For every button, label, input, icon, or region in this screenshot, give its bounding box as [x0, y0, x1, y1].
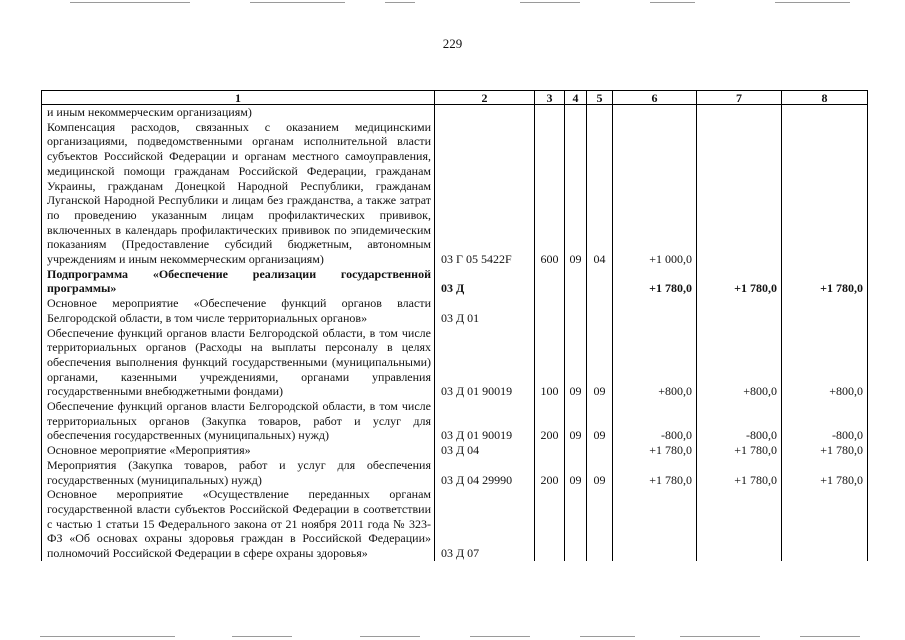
row-col-3	[535, 267, 565, 296]
row-col-6: +1 780,0	[613, 458, 697, 487]
row-col-8: +1 780,0	[782, 267, 868, 296]
row-code: 03 Д 04	[435, 443, 535, 458]
row-col-5: 04	[587, 120, 613, 267]
row-col-8	[782, 296, 868, 325]
column-header-3: 3	[535, 91, 565, 105]
row-col-3	[535, 296, 565, 325]
scan-edge-top	[650, 2, 695, 3]
row-col-8: -800,0	[782, 399, 868, 443]
row-name: Основное мероприятие «Осуществление переданных органам государственной власти субъектов Российской Федерации в соответствии с частью 1 статьи 15 Федерального закона от 21 ноября 2011 года № 323-ФЗ «Об основах охраны здоровья граждан в Российской Федерации» полномочий Российской Федерации в сфере охраны здоровья»	[42, 487, 435, 561]
scan-edge-bottom	[470, 636, 530, 637]
row-col-4	[565, 105, 587, 120]
column-header-1: 1	[42, 91, 435, 105]
row-col-5	[587, 443, 613, 458]
row-name: Мероприятия (Закупка товаров, работ и услуг для обеспечения государственных (муниципальных) нужд)	[42, 458, 435, 487]
row-col-3: 200	[535, 458, 565, 487]
row-code: 03 Д	[435, 267, 535, 296]
row-col-6	[613, 296, 697, 325]
row-col-7	[697, 105, 782, 120]
row-col-3	[535, 105, 565, 120]
scan-edge-bottom	[580, 636, 635, 637]
row-col-7	[697, 487, 782, 561]
table-row	[42, 487, 868, 561]
row-name: Обеспечение функций органов власти Белгородской области, в том числе территориальных органов (Расходы на выплаты персоналу в целях обеспечения выполнения функций государственными (муниципальными) органами, казенными учреждениями, органами управления государственными внебюджетными фондами)	[42, 326, 435, 400]
table-row	[42, 296, 868, 325]
row-col-8	[782, 120, 868, 267]
page-number: 229	[442, 36, 463, 51]
scan-edge-top	[70, 2, 190, 3]
table-row	[42, 399, 868, 443]
row-col-6: +1 780,0	[613, 443, 697, 458]
row-col-6: -800,0	[613, 399, 697, 443]
row-col-6: +800,0	[613, 326, 697, 400]
row-col-8	[782, 487, 868, 561]
row-col-4	[565, 296, 587, 325]
row-col-4	[565, 267, 587, 296]
row-col-4: 09	[565, 120, 587, 267]
row-code: 03 Г 05 5422F	[435, 120, 535, 267]
column-header-2: 2	[435, 91, 535, 105]
row-col-8: +1 780,0	[782, 458, 868, 487]
table-row	[42, 443, 868, 458]
scan-edge-bottom	[40, 636, 175, 637]
table-row	[42, 326, 868, 400]
row-col-5	[587, 296, 613, 325]
column-header-7: 7	[697, 91, 782, 105]
row-col-4	[565, 487, 587, 561]
row-col-7: +800,0	[697, 326, 782, 400]
row-col-4: 09	[565, 458, 587, 487]
column-header-6: 6	[613, 91, 697, 105]
scan-edge-bottom	[360, 636, 420, 637]
row-code: 03 Д 01 90019	[435, 399, 535, 443]
row-col-7: +1 780,0	[697, 267, 782, 296]
row-name: Компенсация расходов, связанных с оказанием медицинскими организациями, подведомственными органам исполнительной власти субъектов Российской Федерации и органам местного самоуправления, медицинской помощи гражданам Российской Федерации, гражданам Украины, гражданам Донецкой Народной Республики, гражданам Луганской Народной Республики и лицам без гражданства, а также затрат по проведению указанным лицам профилактических прививок, включенных в календарь профилактических прививок по эпидемическим показаниям (Предоставление субсидий бюджетным, автономным учреждениям и иным некоммерческим организациям)	[42, 120, 435, 267]
row-col-4	[565, 443, 587, 458]
header-row	[42, 91, 868, 105]
row-col-7: +1 780,0	[697, 443, 782, 458]
column-header-4: 4	[565, 91, 587, 105]
row-col-8: +800,0	[782, 326, 868, 400]
column-header-8: 8	[782, 91, 868, 105]
table-row	[42, 105, 868, 120]
row-name: Основное мероприятие «Мероприятия»	[42, 443, 435, 458]
row-col-3: 100	[535, 326, 565, 400]
row-col-6: +1 780,0	[613, 267, 697, 296]
row-col-5: 09	[587, 458, 613, 487]
table-row-subprogram	[42, 267, 868, 296]
row-col-3: 200	[535, 399, 565, 443]
row-col-6	[613, 487, 697, 561]
scan-edge-bottom	[232, 636, 292, 637]
row-col-3	[535, 487, 565, 561]
row-col-8: +1 780,0	[782, 443, 868, 458]
row-name: Основное мероприятие «Обеспечение функций органов власти Белгородской области, в том числе территориальных органов»	[42, 296, 435, 325]
row-col-5	[587, 487, 613, 561]
scan-edge-bottom	[800, 636, 860, 637]
row-col-3: 600	[535, 120, 565, 267]
budget-table	[41, 90, 868, 561]
row-col-4: 09	[565, 326, 587, 400]
row-name: и иным некоммерческим организациям)	[42, 105, 435, 120]
row-col-6	[613, 105, 697, 120]
column-header-5: 5	[587, 91, 613, 105]
row-code	[435, 105, 535, 120]
row-col-7	[697, 296, 782, 325]
row-col-8	[782, 105, 868, 120]
row-col-6: +1 000,0	[613, 120, 697, 267]
row-col-5: 09	[587, 326, 613, 400]
row-col-5	[587, 105, 613, 120]
row-code: 03 Д 01	[435, 296, 535, 325]
row-col-4: 09	[565, 399, 587, 443]
row-name: Обеспечение функций органов власти Белгородской области, в том числе территориальных органов (Закупка товаров, работ и услуг для обеспечения государственных (муниципальных) нужд)	[42, 399, 435, 443]
scan-edge-top	[385, 2, 415, 3]
row-name: Подпрограмма «Обеспечение реализации государственной программы»	[42, 267, 435, 296]
row-code: 03 Д 01 90019	[435, 326, 535, 400]
scan-edge-top	[250, 2, 345, 3]
table-row	[42, 120, 868, 267]
row-col-3	[535, 443, 565, 458]
scan-edge-top	[775, 2, 850, 3]
scan-edge-bottom	[680, 636, 760, 637]
row-col-7: +1 780,0	[697, 458, 782, 487]
table-row	[42, 458, 868, 487]
scan-edge-top	[520, 2, 580, 3]
row-col-5	[587, 267, 613, 296]
row-code: 03 Д 07	[435, 487, 535, 561]
row-code: 03 Д 04 29990	[435, 458, 535, 487]
row-col-7	[697, 120, 782, 267]
row-col-5: 09	[587, 399, 613, 443]
row-col-7: -800,0	[697, 399, 782, 443]
